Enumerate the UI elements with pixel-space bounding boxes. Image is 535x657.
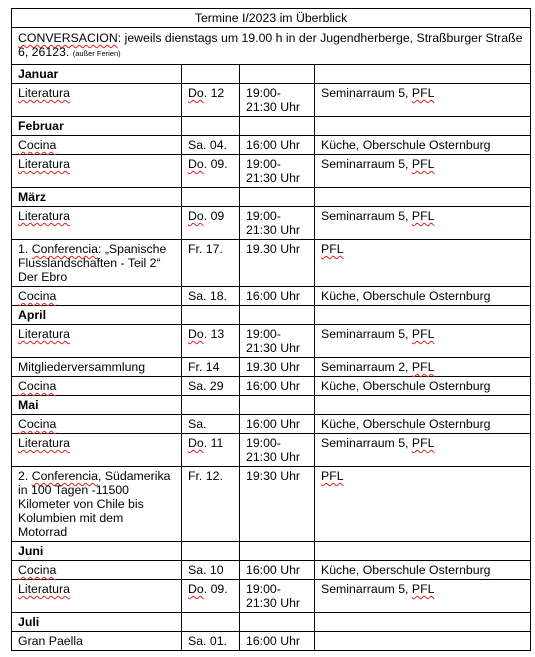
event-place: Küche, Oberschule Osternburg: [315, 415, 531, 434]
event-title: Cocina: [12, 561, 182, 580]
event-place: PFL: [315, 467, 531, 542]
month-row: [12, 542, 531, 561]
title-row: [12, 9, 531, 28]
event-place: Seminarraum 5, PFL: [315, 434, 531, 467]
event-place: Seminarraum 2, PFL: [315, 358, 531, 377]
month-row: [12, 117, 531, 136]
event-time: 19.30 Uhr: [240, 358, 315, 377]
event-title: 1. Conferencia: „Spanische Flusslandschaften - Teil 2“ Der Ebro: [12, 240, 182, 287]
event-time: 16:00 Uhr: [240, 561, 315, 580]
event-date: Do. 11: [182, 434, 240, 467]
event-time: 16:00 Uhr: [240, 287, 315, 306]
event-title: Gran Paella: [12, 632, 182, 651]
table-row: [12, 358, 531, 377]
month-heading: Januar: [12, 65, 182, 84]
event-title: Literatura: [12, 325, 182, 358]
empty-cell: [240, 542, 315, 561]
event-time: 19:00- 21:30 Uhr: [240, 580, 315, 613]
intro-note: (außer Ferien): [72, 49, 121, 58]
event-time: 16:00 Uhr: [240, 377, 315, 396]
table-row: [12, 434, 531, 467]
month-heading: Mai: [12, 396, 182, 415]
event-place: Seminarraum 5, PFL: [315, 580, 531, 613]
empty-cell: [240, 188, 315, 207]
event-place: Küche, Oberschule Osternburg: [315, 287, 531, 306]
event-date: Fr. 14: [182, 358, 240, 377]
event-title: Mitgliederversammlung: [12, 358, 182, 377]
month-heading: Juni: [12, 542, 182, 561]
empty-cell: [182, 117, 240, 136]
table-row: [12, 632, 531, 651]
table-row: [12, 207, 531, 240]
event-title: 2. Conferencia, Südamerika in 100 Tagen -11500 Kilometer von Chile bis Kolumbien mit dem Motorrad: [12, 467, 182, 542]
event-time: 16:00 Uhr: [240, 415, 315, 434]
table-row: [12, 467, 531, 542]
month-heading: April: [12, 306, 182, 325]
event-date: Do. 09: [182, 207, 240, 240]
event-title: Literatura: [12, 207, 182, 240]
event-date: Sa. 29: [182, 377, 240, 396]
event-place: Seminarraum 5, PFL: [315, 207, 531, 240]
empty-cell: [240, 306, 315, 325]
event-date: Sa.: [182, 415, 240, 434]
empty-cell: [240, 396, 315, 415]
event-title: Cocina: [12, 136, 182, 155]
empty-cell: [240, 65, 315, 84]
table-row: [12, 325, 531, 358]
intro-label: CONVERSACION: [18, 31, 118, 45]
table-row: [12, 136, 531, 155]
empty-cell: [315, 117, 531, 136]
empty-cell: [315, 65, 531, 84]
event-time: 19:00- 21:30 Uhr: [240, 207, 315, 240]
event-date: Sa. 01.: [182, 632, 240, 651]
month-row: [12, 306, 531, 325]
event-place: Seminarraum 5, PFL: [315, 155, 531, 188]
month-row: [12, 613, 531, 632]
event-place: PFL: [315, 240, 531, 287]
table-row: [12, 84, 531, 117]
intro-row: [12, 28, 531, 65]
intro-text: [12, 28, 531, 65]
event-date: Sa. 04.: [182, 136, 240, 155]
table-row: [12, 287, 531, 306]
empty-cell: [182, 65, 240, 84]
empty-cell: [182, 306, 240, 325]
empty-cell: [315, 396, 531, 415]
event-title: Cocina: [12, 415, 182, 434]
empty-cell: [315, 188, 531, 207]
table-row: [12, 155, 531, 188]
empty-cell: [315, 613, 531, 632]
month-heading: März: [12, 188, 182, 207]
event-date: Fr. 12.: [182, 467, 240, 542]
event-date: Do. 09.: [182, 155, 240, 188]
event-date: Sa. 10: [182, 561, 240, 580]
event-time: 19:00- 21:30 Uhr: [240, 84, 315, 117]
event-title: Cocina: [12, 377, 182, 396]
event-date: Do. 09.: [182, 580, 240, 613]
event-place: Seminarraum 5, PFL: [315, 84, 531, 117]
empty-cell: [315, 542, 531, 561]
table-row: [12, 377, 531, 396]
event-title: Literatura: [12, 434, 182, 467]
intro-body: : jeweils dienstags um 19.00 h in der Jugendherberge, Straßburger Straße 6, 26123.: [18, 31, 523, 59]
event-title: Literatura: [12, 155, 182, 188]
event-date: Sa. 18.: [182, 287, 240, 306]
page-title: Termine I/2023 im Überblick: [12, 9, 531, 28]
empty-cell: [182, 396, 240, 415]
table-row: [12, 240, 531, 287]
table-row: [12, 415, 531, 434]
event-place: Küche, Oberschule Osternburg: [315, 136, 531, 155]
month-heading: Februar: [12, 117, 182, 136]
event-time: 16:00 Uhr: [240, 632, 315, 651]
event-place: Seminarraum 5, PFL: [315, 325, 531, 358]
schedule-table: [11, 8, 531, 651]
event-place: [315, 632, 531, 651]
table-row: [12, 561, 531, 580]
event-time: 19:00- 21:30 Uhr: [240, 155, 315, 188]
event-time: 19.30 Uhr: [240, 240, 315, 287]
month-row: [12, 396, 531, 415]
empty-cell: [182, 542, 240, 561]
month-row: [12, 188, 531, 207]
month-row: [12, 65, 531, 84]
table-row: [12, 580, 531, 613]
event-place: Küche, Oberschule Osternburg: [315, 377, 531, 396]
empty-cell: [240, 117, 315, 136]
empty-cell: [182, 188, 240, 207]
empty-cell: [240, 613, 315, 632]
event-date: Do. 12: [182, 84, 240, 117]
empty-cell: [315, 306, 531, 325]
event-date: Do. 13: [182, 325, 240, 358]
month-heading: Juli: [12, 613, 182, 632]
event-title: Literatura: [12, 580, 182, 613]
event-time: 19:30 Uhr: [240, 467, 315, 542]
event-time: 19:00- 21:30 Uhr: [240, 325, 315, 358]
schedule-body: [12, 9, 531, 651]
empty-cell: [182, 613, 240, 632]
event-title: Cocina: [12, 287, 182, 306]
event-title: Literatura: [12, 84, 182, 117]
event-place: Küche, Oberschule Osternburg: [315, 561, 531, 580]
event-time: 16:00 Uhr: [240, 136, 315, 155]
event-date: Fr. 17.: [182, 240, 240, 287]
event-time: 19:00- 21:30 Uhr: [240, 434, 315, 467]
